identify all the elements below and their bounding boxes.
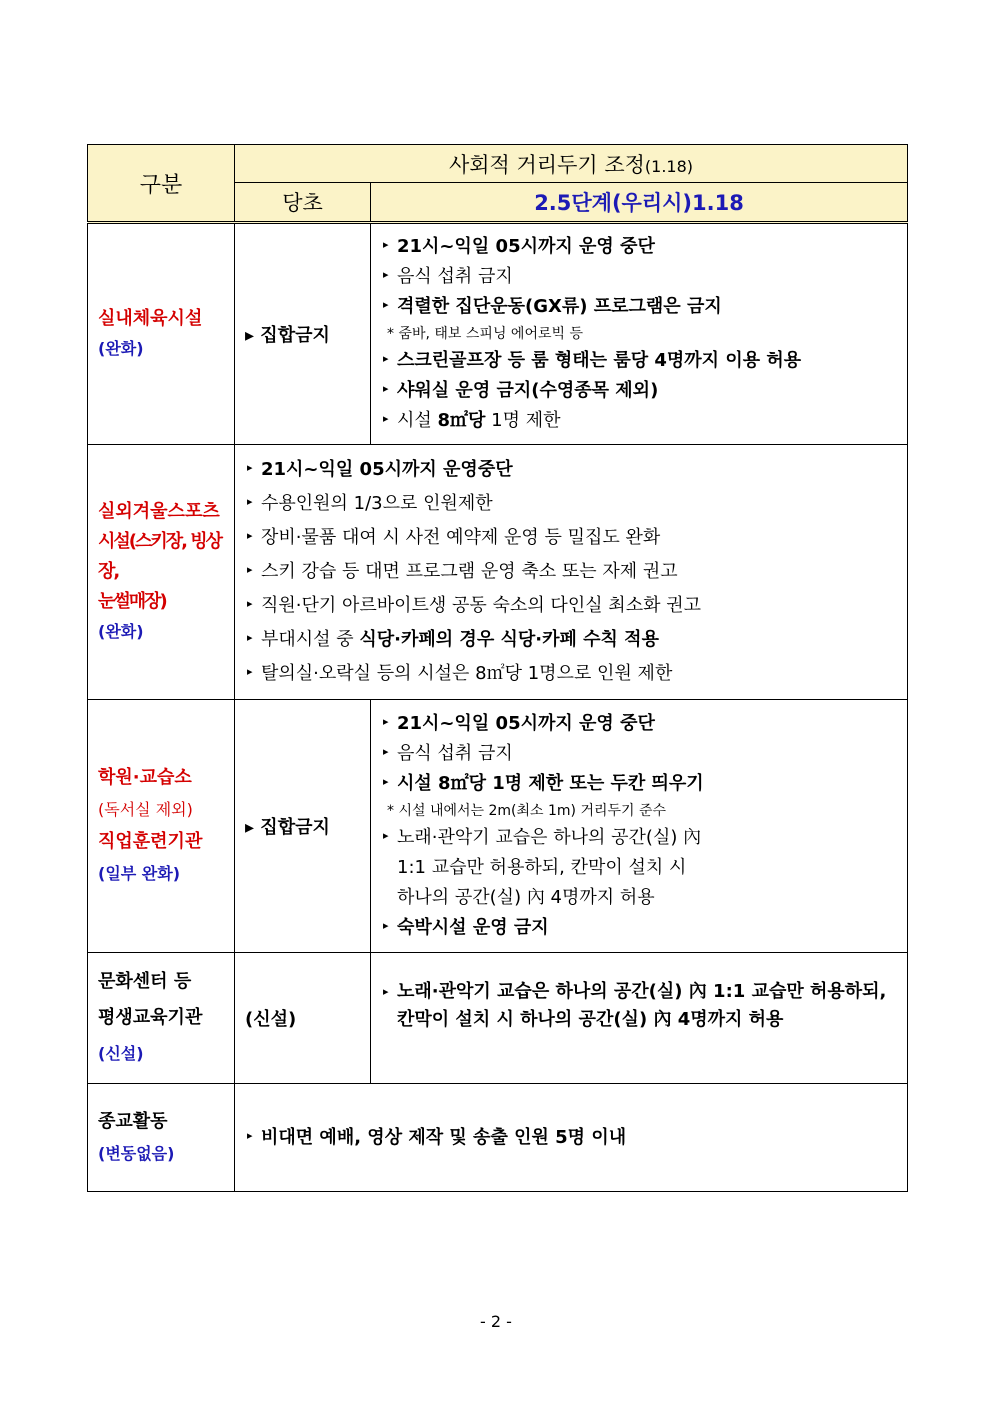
category-cell: [88, 1084, 235, 1192]
list-item: ▸ 부대시설 중 식당·카페의 경우 식당·카페 수칙 적용: [247, 623, 901, 657]
list-item: ▸ 숙박시설 운영 금지: [383, 913, 901, 943]
bullet-icon: ▸: [383, 298, 389, 311]
list-item-continuation: 1:1 교습만 허용하되, 칸막이 설치 시: [397, 857, 687, 878]
category-cell: [88, 953, 235, 1084]
list-item: ▸ 장비·물품 대여 시 사전 예약제 운영 등 밀집도 완화: [247, 521, 901, 555]
bullet-icon: ▸: [383, 412, 389, 425]
list-item: ▸ 직원·단기 아르바이트생 공동 숙소의 다인실 최소화 권고: [247, 589, 901, 623]
bullet-icon: ▸: [383, 268, 389, 281]
category-label: 평생교육기관: [98, 1007, 203, 1028]
original-cell: (신설): [235, 953, 371, 1084]
bullet-icon: ▸: [247, 495, 253, 508]
bullet-icon: ▸: [383, 985, 389, 998]
category-label: 학원·교습소: [98, 767, 192, 788]
header-original: 당초: [235, 183, 371, 223]
bullet-icon: ▸: [383, 238, 389, 251]
header-title-main: 사회적 거리두기 조정: [448, 152, 645, 177]
list-item: ▸ 샤워실 운영 금지(수영종목 제외): [383, 376, 901, 406]
list-item: ▸ 수용인원의 1/3으로 인원제한: [247, 487, 901, 521]
measure-list: [235, 1084, 908, 1192]
header-title-date: (1.18): [644, 156, 694, 176]
bullet-icon: ▸: [247, 529, 253, 542]
bullet-icon: ▸: [247, 597, 253, 610]
list-item: ▸ 시설 8㎡당 1명 제한: [383, 406, 901, 436]
list-item: ▸ 비대면 예배, 영상 제작 및 송출 인원 5명 이내: [247, 1123, 901, 1153]
category-cell: [88, 700, 235, 953]
status-label: (일부 완화): [98, 864, 181, 883]
bullet-icon: ▸: [383, 352, 389, 365]
list-item: ▸ 21시~익일 05시까지 운영중단: [247, 453, 901, 487]
category-cell: [88, 223, 235, 445]
list-item-continuation: 하나의 공간(실) 內 4명까지 허용: [397, 887, 655, 908]
original-cell: ▸ 집합금지: [235, 700, 371, 953]
category-label: 종교활동: [98, 1110, 168, 1132]
category-label: 시설(스키장, 빙상장,: [98, 531, 222, 582]
list-item: ▸ 21시~익일 05시까지 운영 중단: [383, 232, 901, 262]
bullet-icon: ▸: [383, 775, 389, 788]
status-label: (변동없음): [98, 1143, 175, 1163]
status-label: (완화): [98, 622, 144, 641]
distancing-table: [87, 144, 908, 1192]
list-item: ▸ 노래·관악기 교습은 하나의 공간(실) 內: [383, 823, 901, 853]
list-item: ▸ 격렬한 집단운동(GX류) 프로그램은 금지: [383, 292, 901, 322]
bullet-icon: ▸: [383, 715, 389, 728]
list-note: * 줌바, 태보 스피닝 에어로빅 등: [387, 326, 583, 342]
category-cell: [88, 445, 235, 700]
header-title: [235, 145, 908, 183]
list-item: ▸ 탈의실·오락실 등의 시설은 8㎡당 1명으로 인원 제한: [247, 657, 901, 691]
category-label: 실내체육시설: [98, 308, 203, 329]
list-item: ▸ 음식 섭취 금지: [383, 739, 901, 769]
header-stage: 2.5단계(우리시)1.18: [371, 183, 908, 223]
measure-list: [235, 445, 908, 700]
measure-list: [371, 953, 908, 1084]
list-note: * 시설 내에서는 2m(최소 1m) 거리두기 준수: [387, 803, 667, 819]
category-label: 눈썰매장): [98, 591, 166, 612]
list-item: ▸ 21시~익일 05시까지 운영 중단: [383, 709, 901, 739]
bullet-icon: ▸: [247, 461, 253, 474]
bullet-icon: ▸: [383, 919, 389, 932]
category-label: (독서실 제외): [98, 800, 193, 819]
guideline-table-wrapper: [87, 144, 907, 1192]
list-item: ▸ 스크린골프장 등 룸 형태는 룸당 4명까지 이용 허용: [383, 346, 901, 376]
bullet-icon: ▸: [247, 631, 253, 644]
category-label: 직업훈련기관: [98, 831, 203, 852]
bullet-icon: ▸: [383, 382, 389, 395]
list-item: ▸ 노래·관악기 교습은 하나의 공간(실) 內 1:1 교습만 허용하되, 칸막이 설치 시 하나의 공간(실) 內 4명까지 허용: [383, 981, 887, 1030]
list-item: ▸ 스키 강습 등 대면 프로그램 운영 축소 또는 자제 권고: [247, 555, 901, 589]
bullet-icon: ▸: [247, 563, 253, 576]
status-label: (신설): [98, 1044, 144, 1063]
header-category: 구분: [88, 145, 235, 223]
list-item: ▸ 음식 섭취 금지: [383, 262, 901, 292]
measure-list: [371, 223, 908, 445]
status-label: (완화): [98, 339, 144, 358]
category-label: 문화센터 등: [98, 971, 192, 992]
list-item: ▸ 시설 8㎡당 1명 제한 또는 두칸 띄우기: [383, 769, 901, 799]
measure-list: [371, 700, 908, 953]
original-cell: ▸ 집합금지: [235, 223, 371, 445]
page-number: - 2 -: [480, 1312, 512, 1331]
bullet-icon: ▸: [383, 829, 389, 842]
bullet-icon: ▸: [247, 1128, 253, 1142]
bullet-icon: ▸: [383, 745, 389, 758]
category-label: 실외겨울스포츠: [98, 501, 220, 522]
bullet-icon: ▸: [247, 665, 253, 678]
